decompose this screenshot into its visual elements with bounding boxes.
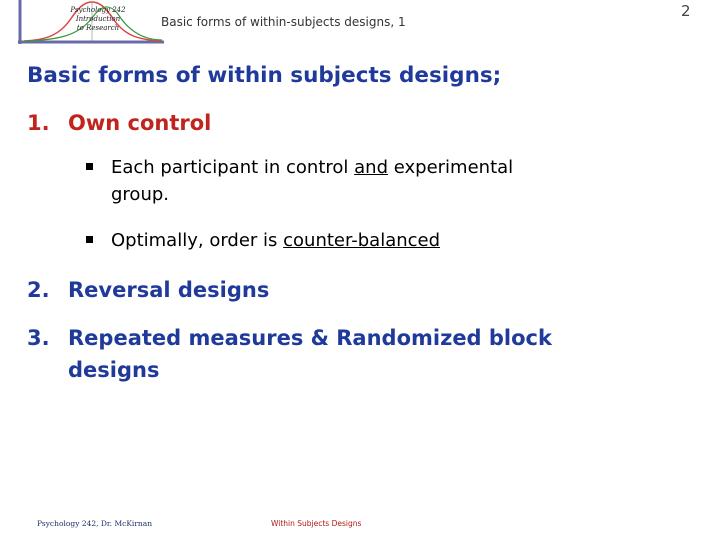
item-text-line-2: designs [68, 358, 160, 382]
item-text-line-1: Repeated measures & Randomized block [68, 326, 552, 350]
slide-number: 2 [681, 2, 691, 20]
item-number: 3. [27, 326, 50, 350]
text-segment: experimental [388, 157, 514, 178]
logo-line-2: Introduction [75, 15, 121, 23]
logo-text [58, 6, 138, 33]
item-number: 2. [27, 278, 50, 302]
square-bullet-icon [86, 236, 93, 243]
text-segment: Each participant in control [111, 157, 355, 178]
footer-topic: Within Subjects Designs [271, 519, 362, 528]
sub-item-line-2: group. [111, 184, 169, 205]
slide-header-title: Basic forms of within-subjects designs, 1 [161, 15, 406, 29]
text-segment: Optimally, order is [111, 230, 284, 251]
underlined-word: counter-balanced [283, 230, 441, 251]
underlined-word: and [354, 157, 389, 178]
sub-item-text [111, 227, 440, 254]
sub-item-text [111, 154, 513, 208]
item-text [68, 322, 552, 386]
logo-line-1: Psychology 242 [70, 6, 126, 14]
sub-item-line-1 [111, 154, 513, 181]
logo-line-3: to Research [76, 24, 120, 32]
item-number: 1. [27, 111, 50, 135]
course-logo [18, 0, 164, 44]
slide-heading: Basic forms of within subjects designs; [27, 63, 502, 88]
item-text: Reversal designs [68, 278, 270, 302]
item-text: Own control [68, 111, 212, 135]
square-bullet-icon [86, 163, 93, 170]
footer-course-credit: Psychology 242, Dr. McKirnan [37, 519, 153, 528]
